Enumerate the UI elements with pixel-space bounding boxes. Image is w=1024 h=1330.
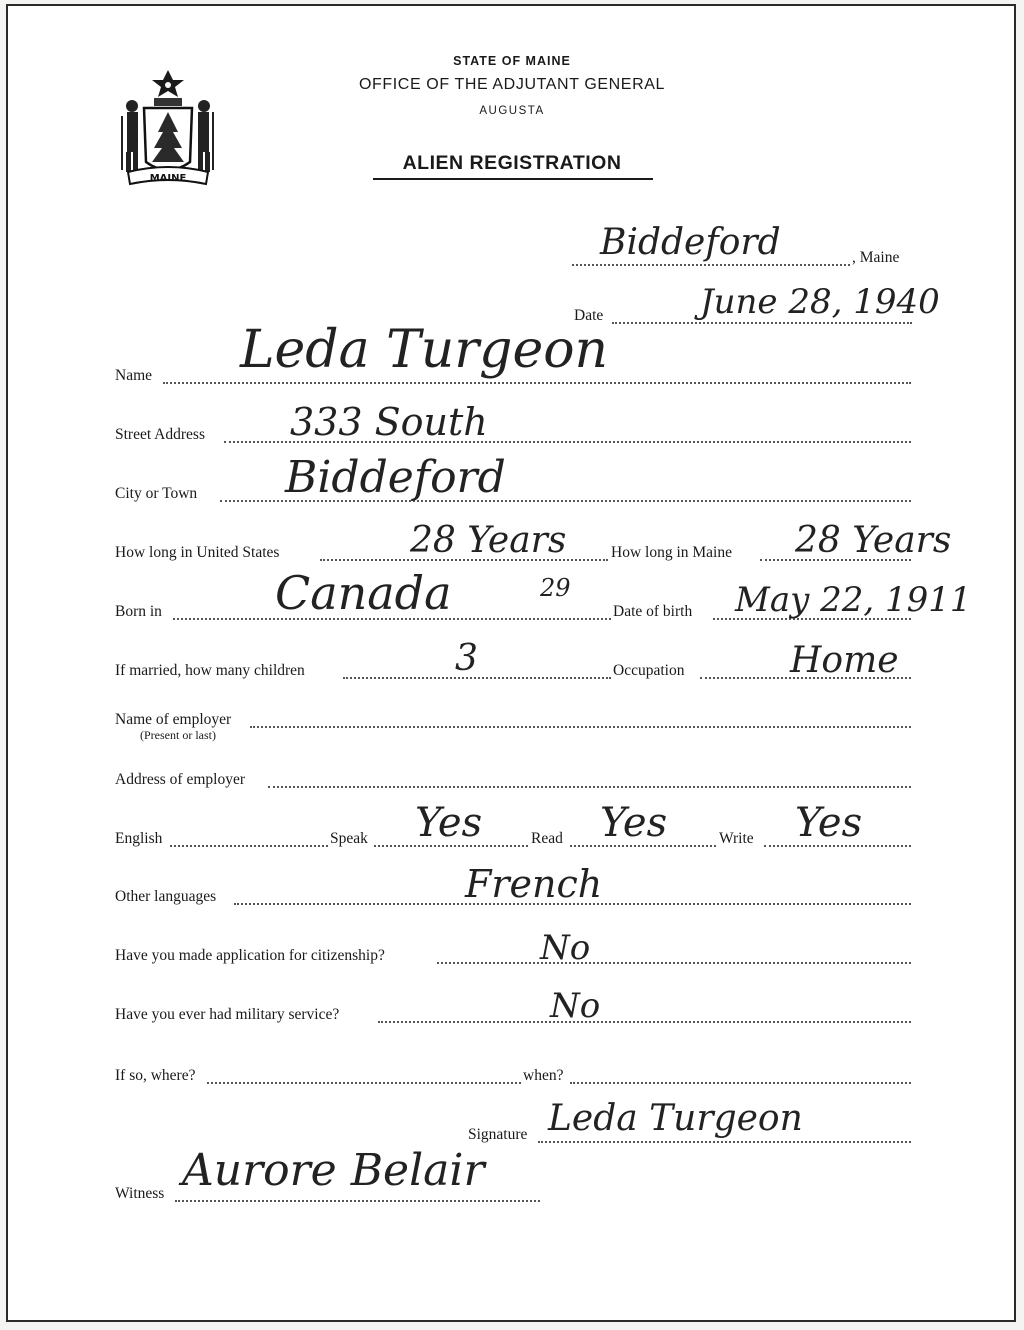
citizenship-value[interactable]: No (540, 928, 591, 968)
signature-label: Signature (468, 1126, 528, 1143)
citizenship-label: Have you made application for citizenship? (115, 947, 385, 964)
witness-label: Witness (115, 1185, 165, 1202)
form-title: ALIEN REGISTRATION (402, 152, 622, 174)
employer-address-line[interactable] (268, 786, 911, 788)
street-label: Street Address (115, 426, 205, 443)
where-label: If so, where? (115, 1067, 196, 1084)
occupation-label: Occupation (613, 662, 685, 679)
date-label: Date (574, 307, 604, 324)
name-label: Name (115, 367, 153, 384)
speak-label: Speak (330, 830, 368, 847)
where-line[interactable] (207, 1082, 521, 1084)
born-value[interactable]: Canada (275, 566, 452, 620)
employer-line[interactable] (250, 726, 911, 728)
employer-address-label: Address of employer (115, 771, 245, 788)
witness-value[interactable]: Aurore Belair (182, 1145, 485, 1196)
us-duration-label: How long in United States (115, 544, 280, 561)
street-value[interactable]: 333 South (290, 400, 488, 444)
place-suffix: , Maine (852, 249, 900, 266)
born-label: Born in (115, 603, 162, 620)
signature-line (538, 1141, 911, 1143)
children-value[interactable]: 3 (455, 638, 478, 679)
dob-value[interactable]: May 22, 1911 (735, 580, 972, 620)
signature-value[interactable]: Leda Turgeon (548, 1098, 803, 1139)
occupation-value[interactable]: Home (790, 640, 899, 681)
english-line (170, 845, 328, 847)
city-heading: AUGUSTA (479, 105, 545, 117)
other-languages-value[interactable]: French (465, 862, 603, 906)
children-label: If married, how many children (115, 662, 305, 679)
place-line (572, 264, 850, 266)
when-line[interactable] (570, 1082, 911, 1084)
employer-label: Name of employer (115, 711, 232, 728)
office-heading: OFFICE OF THE ADJUTANT GENERAL (358, 76, 666, 93)
read-label: Read (531, 830, 563, 847)
speak-value[interactable]: Yes (415, 800, 483, 846)
other-languages-label: Other languages (115, 888, 217, 905)
state-heading: STATE OF MAINE (453, 54, 571, 68)
military-label: Have you ever had military service? (115, 1006, 340, 1023)
write-label: Write (719, 830, 754, 847)
born-annotation: 29 (540, 574, 571, 602)
military-value[interactable]: No (550, 986, 601, 1026)
date-line (612, 322, 912, 324)
place-value[interactable]: Biddeford (600, 222, 781, 263)
maine-duration-label: How long in Maine (611, 544, 732, 561)
city-label: City or Town (115, 485, 198, 502)
city-value[interactable]: Biddeford (285, 452, 506, 503)
write-value[interactable]: Yes (795, 800, 863, 846)
employer-sublabel: (Present or last) (140, 728, 216, 742)
military-line (378, 1021, 911, 1023)
name-line (163, 382, 911, 384)
english-label: English (115, 830, 163, 847)
read-value[interactable]: Yes (600, 800, 668, 846)
seal-banner-text: MAINE (149, 173, 187, 184)
name-value[interactable]: Leda Turgeon (240, 320, 609, 380)
title-underline (373, 178, 653, 180)
us-duration-value[interactable]: 28 Years (410, 520, 567, 561)
citizenship-line (437, 962, 911, 964)
maine-duration-value[interactable]: 28 Years (795, 520, 952, 561)
date-value[interactable]: June 28, 1940 (700, 282, 940, 322)
dob-label: Date of birth (613, 603, 693, 620)
when-label: when? (523, 1067, 564, 1084)
witness-line (175, 1200, 540, 1202)
